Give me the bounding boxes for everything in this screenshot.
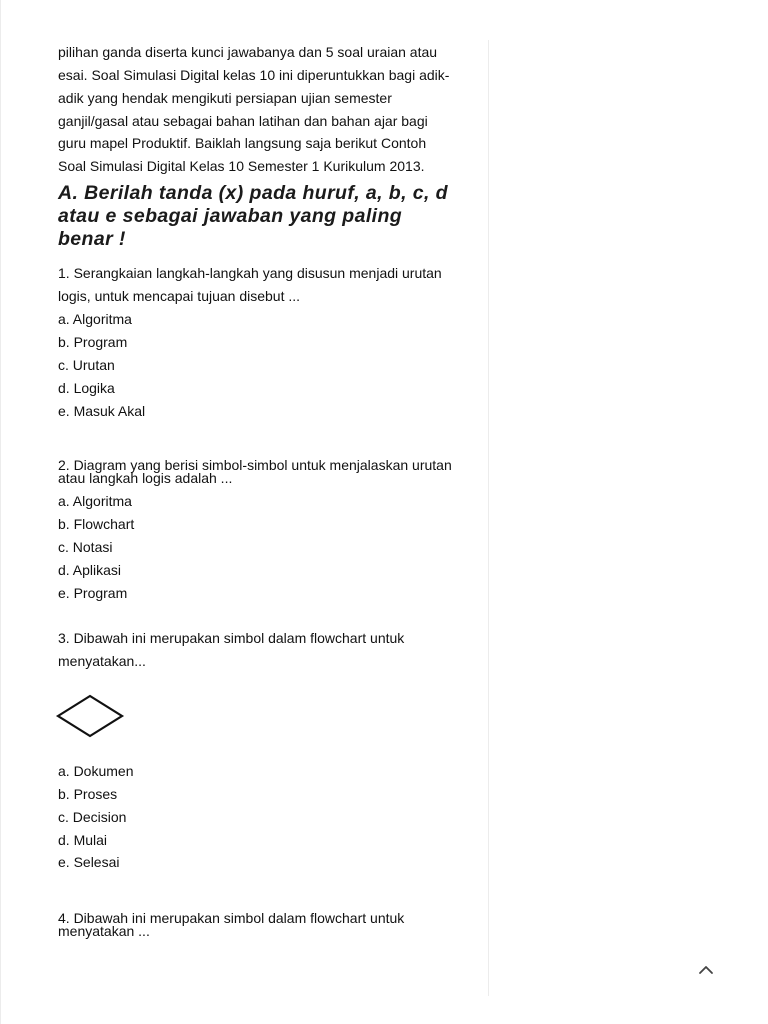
answer-option: e. Masuk Akal xyxy=(58,403,146,419)
question-text: menyatakan... xyxy=(58,653,146,669)
column-divider xyxy=(488,40,489,996)
question-text: logis, untuk mencapai tujuan disebut ... xyxy=(58,288,301,304)
intro-line: ganjil/gasal atau sebagai bahan latihan dan bahan ajar bagi xyxy=(58,113,428,129)
answer-option: c. Urutan xyxy=(58,357,115,373)
answer-option: e. Program xyxy=(58,585,128,601)
answer-option: d. Aplikasi xyxy=(58,562,122,578)
intro-line: adik yang hendak mengikuti persiapan ujian semester xyxy=(58,90,392,106)
answer-option: c. Decision xyxy=(58,809,127,825)
intro-line: Soal Simulasi Digital Kelas 10 Semester 1 Kurikulum 2013. xyxy=(58,158,425,174)
intro-line: pilihan ganda diserta kunci jawabanya dan 5 soal uraian atau xyxy=(58,44,438,60)
answer-option: e. Selesai xyxy=(58,854,120,870)
answer-option: b. Flowchart xyxy=(58,516,135,532)
section-heading-line: benar ! xyxy=(58,228,126,250)
section-heading-line: atau e sebagai jawaban yang paling xyxy=(58,205,403,227)
question-text: 4. Dibawah ini merupakan simbol dalam flowchart untuk xyxy=(58,910,405,926)
answer-option: b. Program xyxy=(58,334,128,350)
section-heading-line: A. Berilah tanda (x) pada huruf, a, b, c, d xyxy=(58,182,448,204)
question-text: atau langkah logis adalah ... xyxy=(58,470,233,486)
diamond-decision-symbol xyxy=(55,693,125,739)
answer-option: c. Notasi xyxy=(58,539,113,555)
answer-option: a. Algoritma xyxy=(58,311,132,327)
question-text: 2. Diagram yang berisi simbol-simbol untuk menjalaskan urutan xyxy=(58,457,452,473)
question-text: 3. Dibawah ini merupakan simbol dalam flowchart untuk xyxy=(58,630,405,646)
question-text: 1. Serangkaian langkah-langkah yang disusun menjadi urutan xyxy=(58,265,442,281)
answer-option: d. Logika xyxy=(58,380,115,396)
intro-line: esai. Soal Simulasi Digital kelas 10 ini diperuntukkan bagi adik- xyxy=(58,67,450,83)
answer-option: d. Mulai xyxy=(58,832,108,848)
answer-option: b. Proses xyxy=(58,786,118,802)
answer-option: a. Algoritma xyxy=(58,493,132,509)
section-heading xyxy=(58,182,478,251)
scroll-to-top-button[interactable] xyxy=(694,958,718,982)
chevron-up-icon xyxy=(694,958,718,982)
intro-line: guru mapel Produktif. Baiklah langsung saja berikut Contoh xyxy=(58,135,427,151)
page-left-border xyxy=(0,0,1,1024)
question-text: menyatakan ... xyxy=(58,923,150,939)
answer-option: a. Dokumen xyxy=(58,763,134,779)
